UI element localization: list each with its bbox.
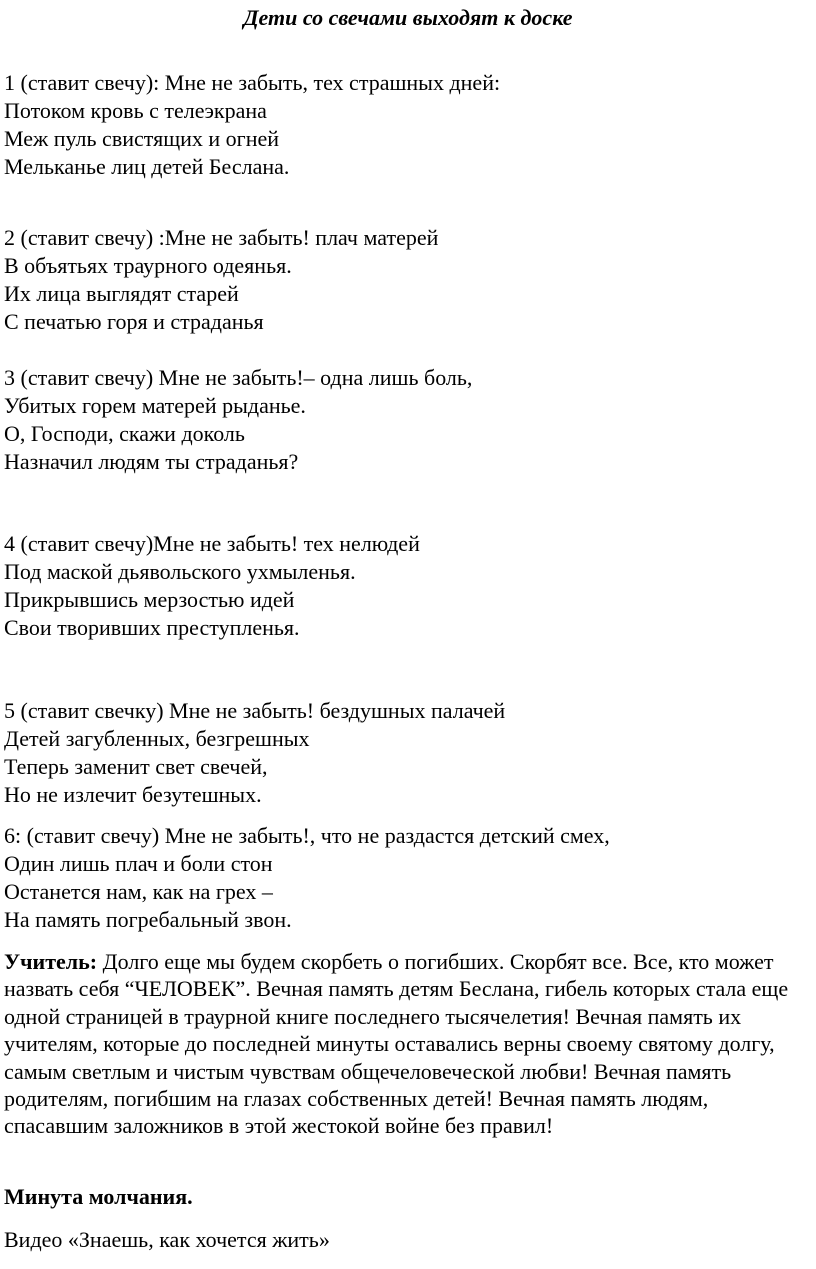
stanza-line: 3 (ставит свечу) Мне не забыть!– одна лишь боль, [4, 365, 473, 390]
stanza-2 [4, 224, 438, 336]
minute-of-silence: Минута молчания. [4, 1184, 193, 1209]
stanza-line: 4 (ставит свечу)Мне не забыть! тех нелюдей [4, 531, 420, 556]
stanza-1 [4, 69, 500, 181]
stanza-line: С печатью горя и страданья [4, 309, 264, 334]
stanza-line: Под маской дьявольского ухмыленья. [4, 559, 356, 584]
stanza-line: Прикрывшись мерзостью идей [4, 587, 295, 612]
stanza-line: Теперь заменит свет свечей, [4, 754, 268, 779]
stanza-line: 5 (ставит свечку) Мне не забыть! бездушных палачей [4, 698, 506, 723]
stanza-5 [4, 697, 505, 809]
stanza-line: Потоком кровь с телеэкрана [4, 98, 267, 123]
stanza-line: 6: (ставит свечу) Мне не забыть!, что не раздастся детский смех, [4, 823, 610, 848]
stanza-line: Один лишь плач и боли стон [4, 851, 273, 876]
teacher-paragraph [4, 948, 812, 1140]
stanza-line: Меж пуль свистящих и огней [4, 126, 280, 151]
stanza-line: О, Господи, скажи доколь [4, 421, 245, 446]
teacher-text: Долго еще мы будем скорбеть о погибших. Скорбят все. Все, кто может назвать себя “ЧЕЛОВЕК”. Вечная память детям Беслана, гибель которых стала еще одной страницей в траурной книге последнего тысячелетия! Вечная память их учителям, которые до последней минуты оставались верны своему святому долгу, самым светлым и чистым чувствам общечеловеческой любви! Вечная память родителям, погибшим на глазах собственных детей! Вечная память людям, спасавшим заложников в этой жестокой войне без правил! [4, 949, 789, 1139]
stanza-line: Назначил людям ты страданья? [4, 449, 299, 474]
stanza-line: 2 (ставит свечу) :Мне не забыть! плач матерей [4, 225, 439, 250]
stanza-line: Останется нам, как на грех – [4, 879, 273, 904]
stanza-line: На память погребальный звон. [4, 907, 292, 932]
stanza-line: Мельканье лиц детей Беслана. [4, 154, 290, 179]
document-title: Дети со свечами выходят к доске [243, 5, 573, 30]
stanza-6 [4, 822, 610, 934]
stanza-line: Их лица выглядят старей [4, 281, 239, 306]
stanza-line: В объятьях траурного одеянья. [4, 253, 292, 278]
stanza-line: Детей загубленных, безгрешных [4, 726, 310, 751]
stanza-3 [4, 364, 472, 476]
stanza-line: Убитых горем матерей рыданье. [4, 393, 306, 418]
video-line: Видео «Знаешь, как хочется жить» [4, 1227, 330, 1252]
stanza-line: Но не излечит безутешных. [4, 782, 262, 807]
teacher-label: Учитель: [4, 949, 98, 974]
stanza-line: Свои творивших преступленья. [4, 615, 300, 640]
stanza-line: 1 (ставит свечу): Мне не забыть, тех страшных дней: [4, 70, 501, 95]
stanza-4 [4, 530, 420, 642]
